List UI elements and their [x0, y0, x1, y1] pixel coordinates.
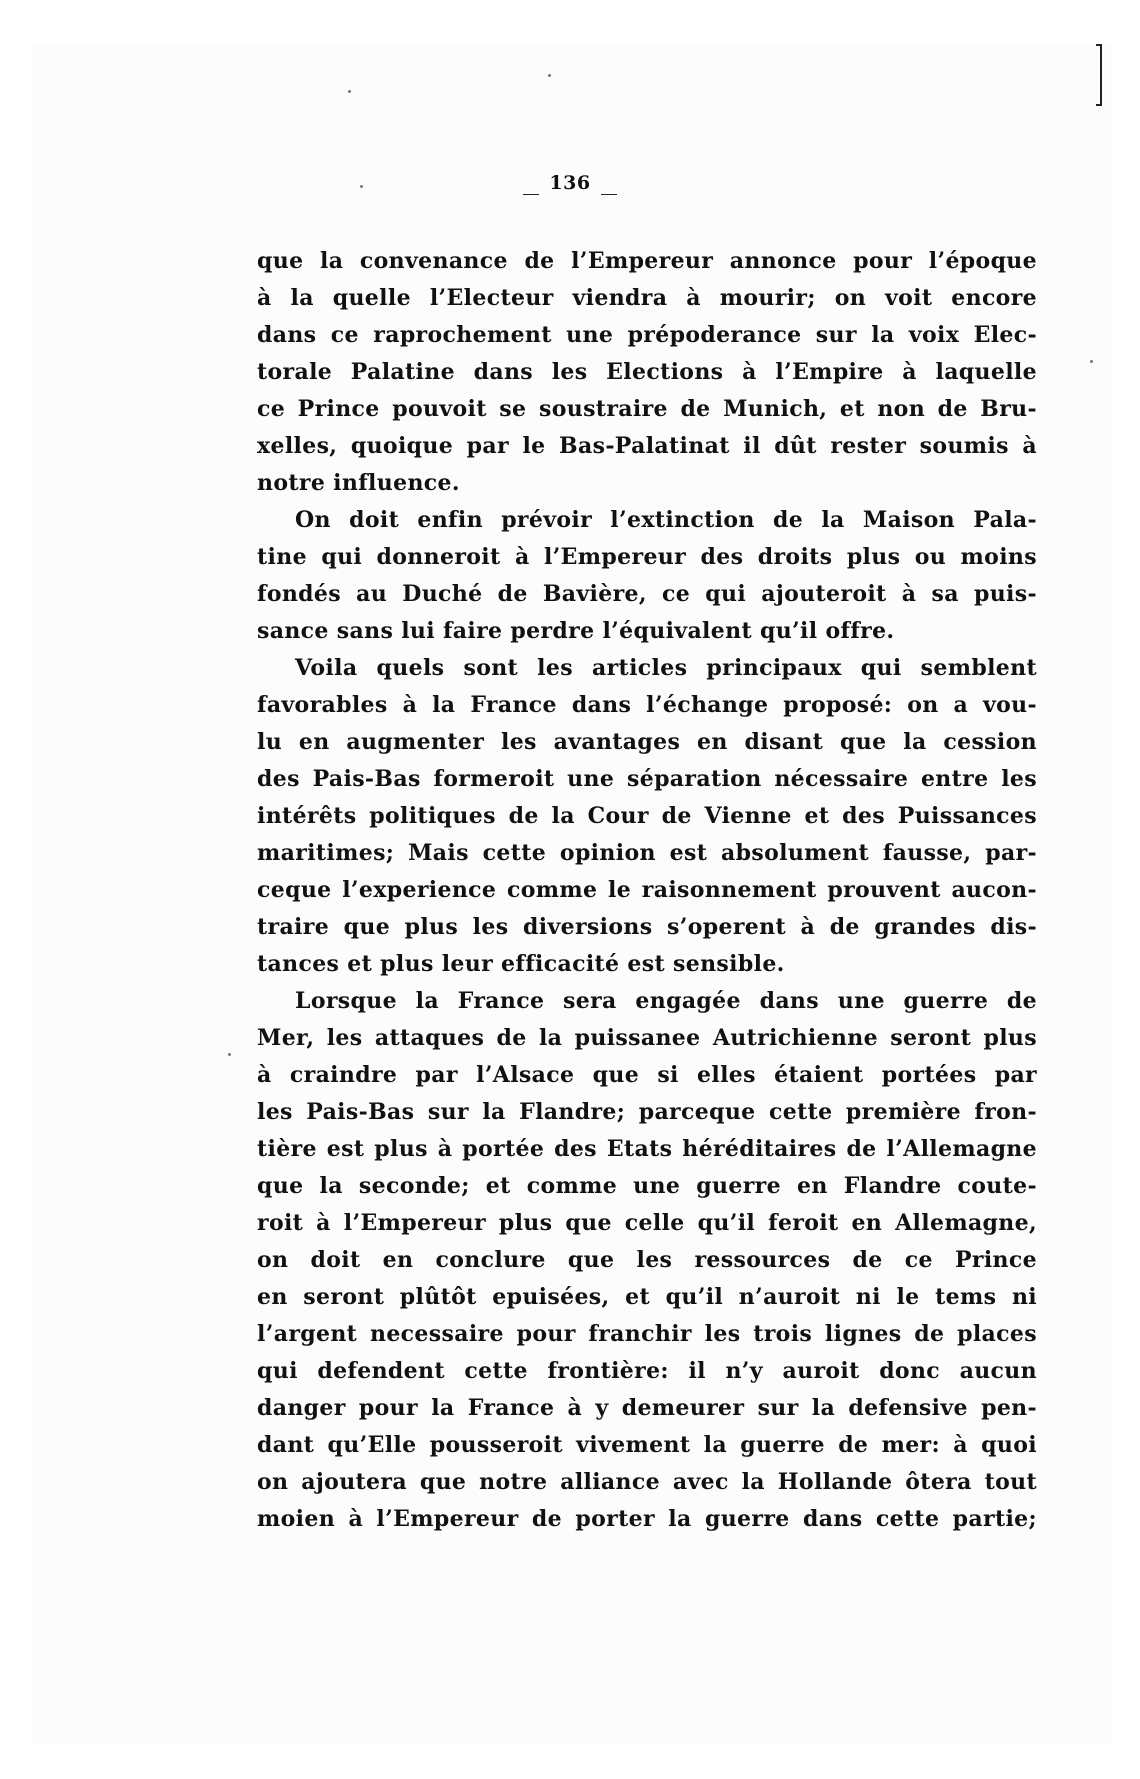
scan-speck [548, 74, 551, 77]
text-line: l’argent necessaire pour franchir les trois lignes de places [257, 1321, 1037, 1347]
page-number-dash-right [601, 194, 617, 195]
text-line: xelles, quoique par le Bas-Palatinat il dût rester soumis à [257, 433, 1037, 459]
text-line: ce Prince pouvoit se soustraire de Munich, et non de Bru- [257, 396, 1037, 422]
text-line: Mer, les attaques de la puissanee Autrichienne seront plus [257, 1025, 1037, 1051]
text-line: que la convenance de l’Empereur annonce pour l’époque [257, 248, 1037, 274]
text-line: favorables à la France dans l’échange proposé: on a vou- [257, 692, 1037, 718]
text-line: Lorsque la France sera engagée dans une guerre de [295, 988, 1037, 1014]
text-line: danger pour la France à y demeurer sur la defensive pen- [257, 1395, 1037, 1421]
text-line: des Pais-Bas formeroit une séparation nécessaire entre les [257, 766, 1037, 792]
text-line: maritimes; Mais cette opinion est absolument fausse, par- [257, 840, 1037, 866]
text-line: lu en augmenter les avantages en disant que la cession [257, 729, 1037, 755]
scan-speck [1090, 360, 1093, 363]
text-line: roit à l’Empereur plus que celle qu’il feroit en Allemagne, [257, 1210, 1037, 1236]
text-line: on ajoutera que notre alliance avec la Hollande ôtera tout [257, 1469, 1037, 1495]
text-line: qui defendent cette frontière: il n’y auroit donc aucun [257, 1358, 1037, 1384]
text-line: fondés au Duché de Bavière, ce qui ajouteroit à sa puis- [257, 581, 1037, 607]
text-line: Voila quels sont les articles principaux qui semblent [295, 655, 1037, 681]
text-line: traire que plus les diversions s’operent à de grandes dis- [257, 914, 1037, 940]
margin-bracket-mark [1096, 44, 1102, 106]
text-line: tances et plus leur efficacité est sensible. [257, 951, 785, 977]
text-line: moien à l’Empereur de porter la guerre dans cette partie; [257, 1506, 1037, 1532]
text-line: sance sans lui faire perdre l’équivalent qu’il offre. [257, 618, 895, 644]
text-line: à la quelle l’Electeur viendra à mourir; on voit encore [257, 285, 1037, 311]
text-line: tière est plus à portée des Etats héréditaires de l’Allemagne [257, 1136, 1037, 1162]
text-line: notre influence. [257, 470, 460, 496]
page-number-text: 136 [549, 172, 591, 194]
text-line: torale Palatine dans les Elections à l’Empire à laquelle [257, 359, 1037, 385]
scan-speck [228, 1053, 231, 1056]
text-line: les Pais-Bas sur la Flandre; parceque cette première fron- [257, 1099, 1037, 1125]
text-line: à craindre par l’Alsace que si elles étaient portées par [257, 1062, 1037, 1088]
text-line: dans ce raprochement une prépoderance sur la voix Elec- [257, 322, 1037, 348]
text-line: On doit enfin prévoir l’extinction de la Maison Pala- [295, 507, 1037, 533]
text-line: en seront plûtôt epuisées, et qu’il n’auroit ni le tems ni [257, 1284, 1037, 1310]
body-text [257, 243, 1037, 1538]
text-line: que la seconde; et comme une guerre en Flandre coute- [257, 1173, 1037, 1199]
page-number-dash-left [523, 194, 539, 195]
text-line: intérêts politiques de la Cour de Vienne et des Puissances [257, 803, 1037, 829]
scan-speck [348, 90, 351, 93]
text-line: ceque l’experience comme le raisonnement prouvent aucon- [257, 877, 1037, 903]
page-number [0, 172, 1140, 194]
text-line: dant qu’Elle pousseroit vivement la guerre de mer: à quoi [257, 1432, 1037, 1458]
text-line: tine qui donneroit à l’Empereur des droits plus ou moins [257, 544, 1037, 570]
text-line: on doit en conclure que les ressources de ce Prince [257, 1247, 1037, 1273]
